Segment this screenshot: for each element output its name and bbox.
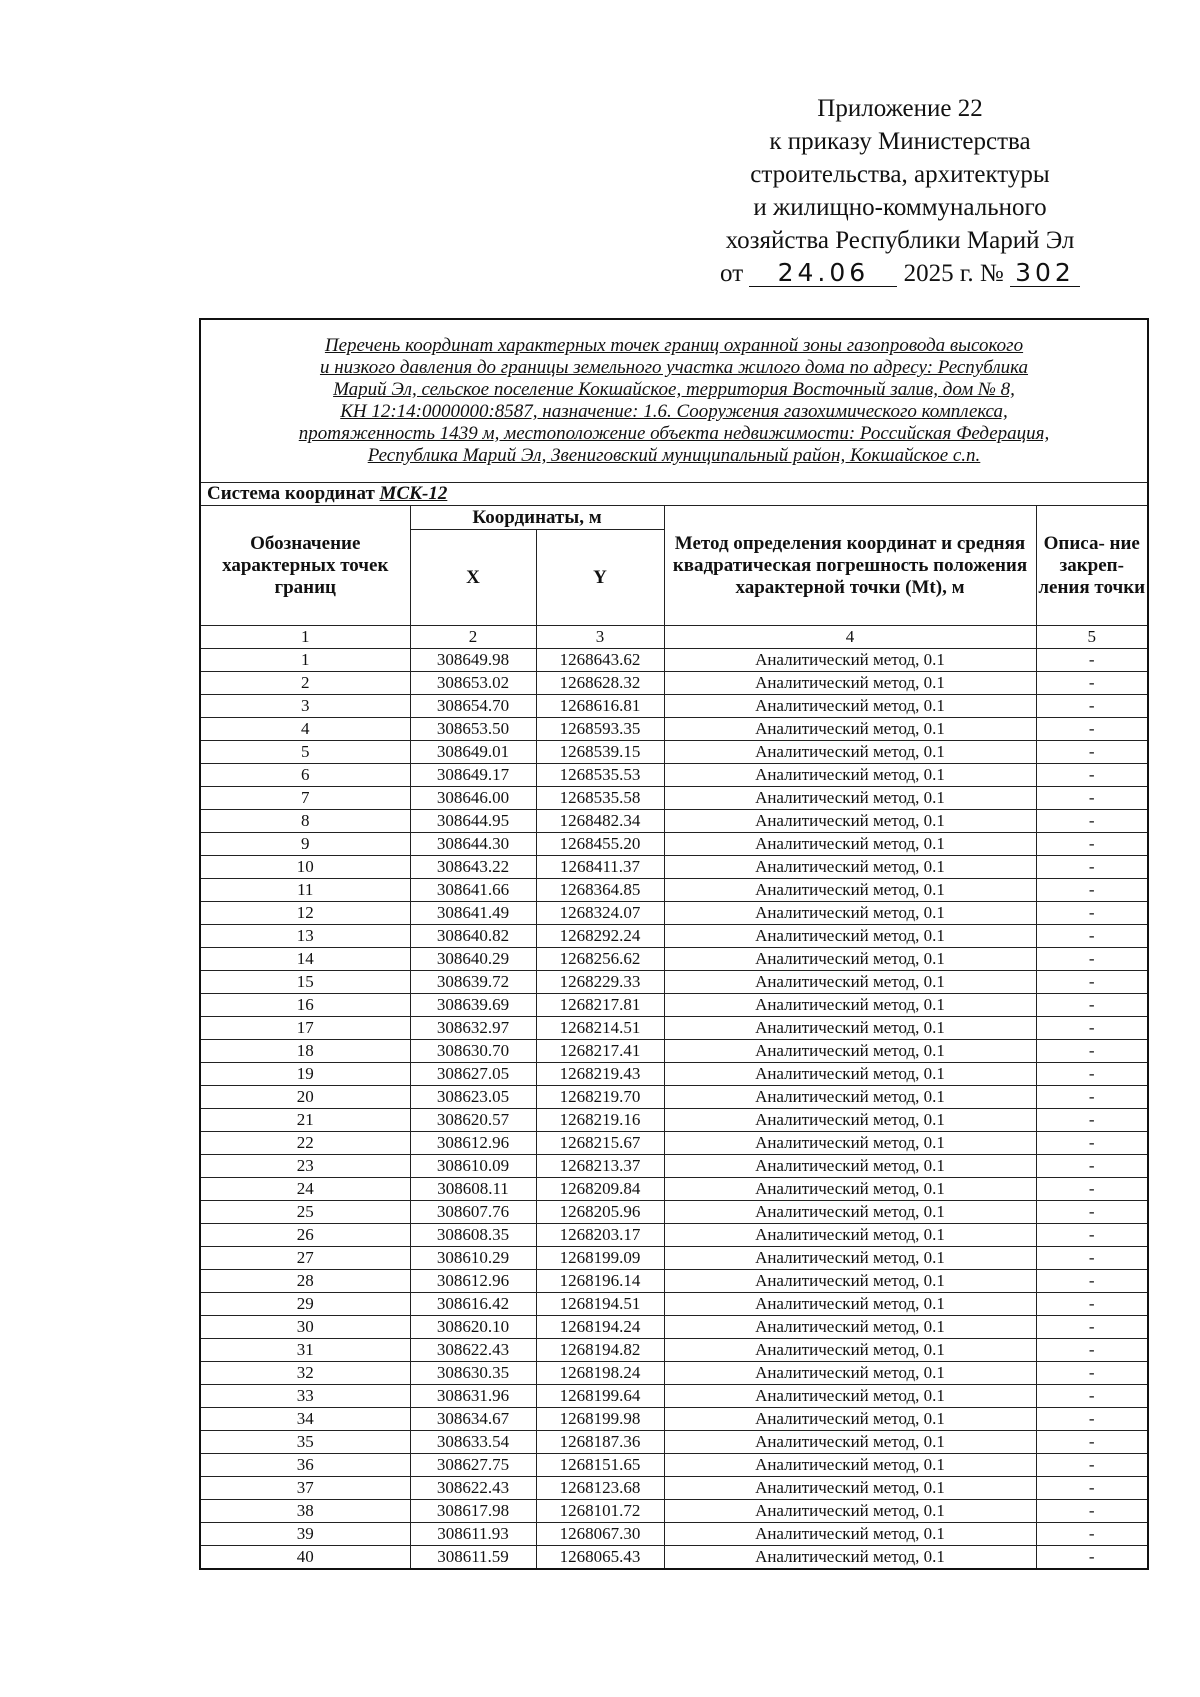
point-number: 11 [200, 879, 410, 902]
point-number: 36 [200, 1454, 410, 1477]
x-coordinate: 308632.97 [410, 1017, 536, 1040]
point-number: 9 [200, 833, 410, 856]
table-row [200, 1454, 1148, 1477]
fixing-description: - [1036, 1523, 1148, 1546]
point-number: 10 [200, 856, 410, 879]
point-number: 33 [200, 1385, 410, 1408]
point-number: 12 [200, 902, 410, 925]
y-coordinate: 1268219.43 [536, 1063, 664, 1086]
table-row [200, 1247, 1148, 1270]
y-coordinate: 1268256.62 [536, 948, 664, 971]
table-row [200, 925, 1148, 948]
x-coordinate: 308649.17 [410, 764, 536, 787]
table-row [200, 1500, 1148, 1523]
table-row [200, 672, 1148, 695]
fixing-description: - [1036, 948, 1148, 971]
y-coordinate: 1268535.58 [536, 787, 664, 810]
y-coordinate: 1268196.14 [536, 1270, 664, 1293]
table-row [200, 1477, 1148, 1500]
y-coordinate: 1268199.98 [536, 1408, 664, 1431]
method-cell: Аналитический метод, 0.1 [664, 833, 1036, 856]
header-designation: Обозначение характерных точек границ [200, 506, 410, 626]
fixing-description: - [1036, 1224, 1148, 1247]
method-cell: Аналитический метод, 0.1 [664, 879, 1036, 902]
method-cell: Аналитический метод, 0.1 [664, 1500, 1036, 1523]
table-row [200, 1224, 1148, 1247]
method-cell: Аналитический метод, 0.1 [664, 994, 1036, 1017]
table-row [200, 1431, 1148, 1454]
y-coordinate: 1268199.09 [536, 1247, 664, 1270]
method-cell: Аналитический метод, 0.1 [664, 787, 1036, 810]
method-cell: Аналитический метод, 0.1 [664, 1316, 1036, 1339]
point-number: 28 [200, 1270, 410, 1293]
caption-line-3: Марий Эл, сельское поселение Кокшайское, территория Восточный залив, дом № 8, [333, 379, 1015, 400]
method-cell: Аналитический метод, 0.1 [664, 925, 1036, 948]
x-coordinate: 308630.70 [410, 1040, 536, 1063]
fixing-description: - [1036, 971, 1148, 994]
table-row [200, 1523, 1148, 1546]
x-coordinate: 308620.10 [410, 1316, 536, 1339]
fixing-description: - [1036, 1132, 1148, 1155]
y-coordinate: 1268292.24 [536, 925, 664, 948]
point-number: 32 [200, 1362, 410, 1385]
point-number: 25 [200, 1201, 410, 1224]
method-cell: Аналитический метод, 0.1 [664, 1408, 1036, 1431]
table-row [200, 718, 1148, 741]
x-coordinate: 308607.76 [410, 1201, 536, 1224]
y-coordinate: 1268482.34 [536, 810, 664, 833]
fixing-description: - [1036, 718, 1148, 741]
fixing-description: - [1036, 1431, 1148, 1454]
handwritten-number: 302 [1010, 260, 1080, 287]
method-cell: Аналитический метод, 0.1 [664, 1454, 1036, 1477]
table-row [200, 649, 1148, 672]
table-row [200, 741, 1148, 764]
fixing-description: - [1036, 1063, 1148, 1086]
x-coordinate: 308641.49 [410, 902, 536, 925]
point-number: 27 [200, 1247, 410, 1270]
column-number-row [200, 626, 1148, 649]
fixing-description: - [1036, 1454, 1148, 1477]
table-row [200, 1155, 1148, 1178]
header-x: X [410, 530, 536, 626]
method-cell: Аналитический метод, 0.1 [664, 1040, 1036, 1063]
y-coordinate: 1268123.68 [536, 1477, 664, 1500]
table-row [200, 902, 1148, 925]
y-coordinate: 1268199.64 [536, 1385, 664, 1408]
x-coordinate: 308608.35 [410, 1224, 536, 1247]
fixing-description: - [1036, 741, 1148, 764]
y-coordinate: 1268194.82 [536, 1339, 664, 1362]
point-number: 15 [200, 971, 410, 994]
fixing-description: - [1036, 1385, 1148, 1408]
table-row [200, 810, 1148, 833]
method-cell: Аналитический метод, 0.1 [664, 1132, 1036, 1155]
point-number: 34 [200, 1408, 410, 1431]
x-coordinate: 308640.82 [410, 925, 536, 948]
method-cell: Аналитический метод, 0.1 [664, 1247, 1036, 1270]
x-coordinate: 308620.57 [410, 1109, 536, 1132]
table-row [200, 764, 1148, 787]
y-coordinate: 1268593.35 [536, 718, 664, 741]
method-cell: Аналитический метод, 0.1 [664, 856, 1036, 879]
x-coordinate: 308649.01 [410, 741, 536, 764]
method-cell: Аналитический метод, 0.1 [664, 1109, 1036, 1132]
y-coordinate: 1268203.17 [536, 1224, 664, 1247]
fixing-description: - [1036, 1270, 1148, 1293]
table-row [200, 787, 1148, 810]
coordinate-system-row [200, 483, 1148, 506]
y-coordinate: 1268194.51 [536, 1293, 664, 1316]
point-number: 39 [200, 1523, 410, 1546]
fixing-description: - [1036, 1086, 1148, 1109]
table-row [200, 1178, 1148, 1201]
fixing-description: - [1036, 1477, 1148, 1500]
method-cell: Аналитический метод, 0.1 [664, 741, 1036, 764]
x-coordinate: 308611.59 [410, 1546, 536, 1570]
x-coordinate: 308653.50 [410, 718, 536, 741]
x-coordinate: 308612.96 [410, 1270, 536, 1293]
x-coordinate: 308644.30 [410, 833, 536, 856]
point-number: 1 [200, 649, 410, 672]
appendix-line-2: к приказу Министерства [769, 128, 1031, 155]
y-coordinate: 1268198.24 [536, 1362, 664, 1385]
fixing-description: - [1036, 1017, 1148, 1040]
table-row [200, 1385, 1148, 1408]
point-number: 30 [200, 1316, 410, 1339]
method-cell: Аналитический метод, 0.1 [664, 1546, 1036, 1570]
x-coordinate: 308630.35 [410, 1362, 536, 1385]
fixing-description: - [1036, 1293, 1148, 1316]
method-cell: Аналитический метод, 0.1 [664, 764, 1036, 787]
x-coordinate: 308639.69 [410, 994, 536, 1017]
appendix-date-line [640, 257, 1160, 290]
y-coordinate: 1268209.84 [536, 1178, 664, 1201]
point-number: 3 [200, 695, 410, 718]
table-row [200, 948, 1148, 971]
point-number: 40 [200, 1546, 410, 1570]
point-number: 4 [200, 718, 410, 741]
x-coordinate: 308608.11 [410, 1178, 536, 1201]
x-coordinate: 308617.98 [410, 1500, 536, 1523]
method-cell: Аналитический метод, 0.1 [664, 1385, 1036, 1408]
point-number: 22 [200, 1132, 410, 1155]
column-number: 4 [664, 626, 1036, 649]
fixing-description: - [1036, 672, 1148, 695]
caption-line-6: Республика Марий Эл, Звениговский муниципальный район, Кокшайское с.п. [367, 445, 981, 466]
x-coordinate: 308643.22 [410, 856, 536, 879]
table-row [200, 1316, 1148, 1339]
x-coordinate: 308610.09 [410, 1155, 536, 1178]
method-cell: Аналитический метод, 0.1 [664, 1063, 1036, 1086]
table-row [200, 1201, 1148, 1224]
point-number: 5 [200, 741, 410, 764]
column-number: 2 [410, 626, 536, 649]
x-coordinate: 308644.95 [410, 810, 536, 833]
x-coordinate: 308634.67 [410, 1408, 536, 1431]
y-coordinate: 1268187.36 [536, 1431, 664, 1454]
date-prefix: от [720, 260, 744, 287]
x-coordinate: 308610.29 [410, 1247, 536, 1270]
appendix-title: Приложение 22 [817, 95, 983, 122]
method-cell: Аналитический метод, 0.1 [664, 810, 1036, 833]
fixing-description: - [1036, 902, 1148, 925]
x-coordinate: 308627.75 [410, 1454, 536, 1477]
caption-line-1: Перечень координат характерных точек границ охранной зоны газопровода высокого [324, 335, 1024, 356]
y-coordinate: 1268324.07 [536, 902, 664, 925]
x-coordinate: 308612.96 [410, 1132, 536, 1155]
fixing-description: - [1036, 1316, 1148, 1339]
header-method: Метод определения координат и средняя квадратическая погрешность положения характерной точки (Mt), м [664, 506, 1036, 626]
x-coordinate: 308641.66 [410, 879, 536, 902]
x-coordinate: 308640.29 [410, 948, 536, 971]
y-coordinate: 1268219.16 [536, 1109, 664, 1132]
fixing-description: - [1036, 833, 1148, 856]
y-coordinate: 1268364.85 [536, 879, 664, 902]
method-cell: Аналитический метод, 0.1 [664, 1017, 1036, 1040]
point-number: 38 [200, 1500, 410, 1523]
method-cell: Аналитический метод, 0.1 [664, 902, 1036, 925]
table-row [200, 1086, 1148, 1109]
point-number: 26 [200, 1224, 410, 1247]
table-row [200, 1546, 1148, 1570]
point-number: 21 [200, 1109, 410, 1132]
y-coordinate: 1268101.72 [536, 1500, 664, 1523]
table-row [200, 695, 1148, 718]
y-coordinate: 1268535.53 [536, 764, 664, 787]
appendix-line-5: хозяйства Республики Марий Эл [725, 227, 1075, 254]
column-number: 3 [536, 626, 664, 649]
table-row [200, 1109, 1148, 1132]
appendix-header [640, 92, 1160, 290]
column-number: 1 [200, 626, 410, 649]
table-row [200, 1270, 1148, 1293]
y-coordinate: 1268205.96 [536, 1201, 664, 1224]
x-coordinate: 308654.70 [410, 695, 536, 718]
point-number: 7 [200, 787, 410, 810]
fixing-description: - [1036, 1408, 1148, 1431]
method-cell: Аналитический метод, 0.1 [664, 1155, 1036, 1178]
y-coordinate: 1268643.62 [536, 649, 664, 672]
table-row [200, 1132, 1148, 1155]
fixing-description: - [1036, 994, 1148, 1017]
header-y: Y [536, 530, 664, 626]
table-row [200, 1362, 1148, 1385]
point-number: 35 [200, 1431, 410, 1454]
point-number: 24 [200, 1178, 410, 1201]
point-number: 14 [200, 948, 410, 971]
method-cell: Аналитический метод, 0.1 [664, 695, 1036, 718]
method-cell: Аналитический метод, 0.1 [664, 948, 1036, 971]
point-number: 16 [200, 994, 410, 1017]
point-number: 37 [200, 1477, 410, 1500]
method-cell: Аналитический метод, 0.1 [664, 1523, 1036, 1546]
fixing-description: - [1036, 1247, 1148, 1270]
fixing-description: - [1036, 764, 1148, 787]
table-row [200, 994, 1148, 1017]
table-row [200, 1293, 1148, 1316]
fixing-description: - [1036, 1040, 1148, 1063]
point-number: 23 [200, 1155, 410, 1178]
y-coordinate: 1268219.70 [536, 1086, 664, 1109]
x-coordinate: 308631.96 [410, 1385, 536, 1408]
method-cell: Аналитический метод, 0.1 [664, 1339, 1036, 1362]
handwritten-date: 24.06 [749, 260, 897, 287]
point-number: 20 [200, 1086, 410, 1109]
coordinate-system-value: МСК-12 [379, 483, 448, 504]
y-coordinate: 1268616.81 [536, 695, 664, 718]
caption-line-4: КН 12:14:0000000:8587, назначение: 1.6. Сооружения газохимического комплекса, [340, 401, 1008, 422]
fixing-description: - [1036, 649, 1148, 672]
y-coordinate: 1268411.37 [536, 856, 664, 879]
x-coordinate: 308616.42 [410, 1293, 536, 1316]
x-coordinate: 308622.43 [410, 1477, 536, 1500]
method-cell: Аналитический метод, 0.1 [664, 1293, 1036, 1316]
point-number: 8 [200, 810, 410, 833]
fixing-description: - [1036, 925, 1148, 948]
fixing-description: - [1036, 695, 1148, 718]
x-coordinate: 308646.00 [410, 787, 536, 810]
fixing-description: - [1036, 879, 1148, 902]
y-coordinate: 1268217.41 [536, 1040, 664, 1063]
y-coordinate: 1268215.67 [536, 1132, 664, 1155]
table-row [200, 1040, 1148, 1063]
y-coordinate: 1268455.20 [536, 833, 664, 856]
x-coordinate: 308611.93 [410, 1523, 536, 1546]
table-row [200, 1063, 1148, 1086]
column-number: 5 [1036, 626, 1148, 649]
fixing-description: - [1036, 1178, 1148, 1201]
caption-line-5: протяженность 1439 м, местоположение объекта недвижимости: Российская Федерация, [298, 423, 1050, 444]
method-cell: Аналитический метод, 0.1 [664, 649, 1036, 672]
coordinate-system-label: Система координат [207, 483, 375, 504]
x-coordinate: 308633.54 [410, 1431, 536, 1454]
method-cell: Аналитический метод, 0.1 [664, 1362, 1036, 1385]
coordinates-body [200, 649, 1148, 1570]
fixing-description: - [1036, 856, 1148, 879]
method-cell: Аналитический метод, 0.1 [664, 1224, 1036, 1247]
method-cell: Аналитический метод, 0.1 [664, 971, 1036, 994]
y-coordinate: 1268539.15 [536, 741, 664, 764]
x-coordinate: 308622.43 [410, 1339, 536, 1362]
point-number: 13 [200, 925, 410, 948]
method-cell: Аналитический метод, 0.1 [664, 672, 1036, 695]
method-cell: Аналитический метод, 0.1 [664, 1270, 1036, 1293]
y-coordinate: 1268213.37 [536, 1155, 664, 1178]
method-cell: Аналитический метод, 0.1 [664, 1086, 1036, 1109]
fixing-description: - [1036, 1201, 1148, 1224]
appendix-line-3: строительства, архитектуры [750, 161, 1050, 188]
table-row [200, 833, 1148, 856]
x-coordinate: 308623.05 [410, 1086, 536, 1109]
y-coordinate: 1268628.32 [536, 672, 664, 695]
table-row [200, 879, 1148, 902]
x-coordinate: 308649.98 [410, 649, 536, 672]
y-coordinate: 1268229.33 [536, 971, 664, 994]
point-number: 17 [200, 1017, 410, 1040]
point-number: 18 [200, 1040, 410, 1063]
fixing-description: - [1036, 810, 1148, 833]
fixing-description: - [1036, 1155, 1148, 1178]
method-cell: Аналитический метод, 0.1 [664, 1201, 1036, 1224]
table-row [200, 971, 1148, 994]
table-row [200, 856, 1148, 879]
method-cell: Аналитический метод, 0.1 [664, 1431, 1036, 1454]
point-number: 19 [200, 1063, 410, 1086]
fixing-description: - [1036, 787, 1148, 810]
table-caption [200, 319, 1148, 483]
table-row [200, 1339, 1148, 1362]
x-coordinate: 308653.02 [410, 672, 536, 695]
method-cell: Аналитический метод, 0.1 [664, 1178, 1036, 1201]
coordinates-table [199, 318, 1149, 1570]
method-cell: Аналитический метод, 0.1 [664, 1477, 1036, 1500]
table-row [200, 1017, 1148, 1040]
y-coordinate: 1268194.24 [536, 1316, 664, 1339]
appendix-line-4: и жилищно-коммунального [753, 194, 1047, 221]
method-cell: Аналитический метод, 0.1 [664, 718, 1036, 741]
fixing-description: - [1036, 1546, 1148, 1570]
year-label: 2025 г. № [903, 260, 1004, 287]
fixing-description: - [1036, 1339, 1148, 1362]
point-number: 29 [200, 1293, 410, 1316]
fixing-description: - [1036, 1109, 1148, 1132]
y-coordinate: 1268065.43 [536, 1546, 664, 1570]
table-row [200, 1408, 1148, 1431]
caption-line-2: и низкого давления до границы земельного участка жилого дома по адресу: Республика [319, 357, 1029, 378]
y-coordinate: 1268214.51 [536, 1017, 664, 1040]
y-coordinate: 1268067.30 [536, 1523, 664, 1546]
y-coordinate: 1268151.65 [536, 1454, 664, 1477]
fixing-description: - [1036, 1362, 1148, 1385]
x-coordinate: 308627.05 [410, 1063, 536, 1086]
y-coordinate: 1268217.81 [536, 994, 664, 1017]
header-description: Описа- ние закреп- ления точки [1036, 506, 1148, 626]
x-coordinate: 308639.72 [410, 971, 536, 994]
point-number: 6 [200, 764, 410, 787]
point-number: 2 [200, 672, 410, 695]
point-number: 31 [200, 1339, 410, 1362]
fixing-description: - [1036, 1500, 1148, 1523]
header-coordinates: Координаты, м [410, 506, 664, 530]
